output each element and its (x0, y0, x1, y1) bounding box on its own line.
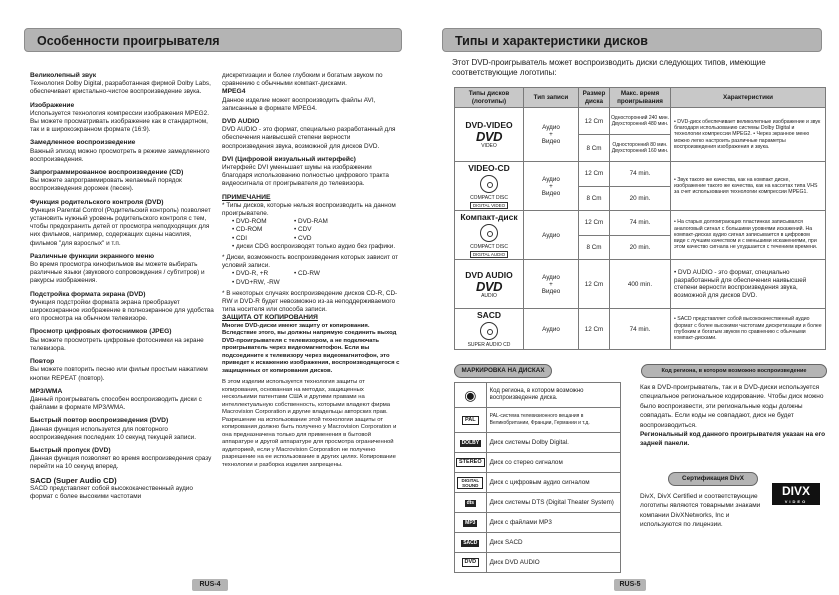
region-code-note: Региональный код данного проигрывателя указан на его задней панели. (640, 431, 826, 448)
feature-heading: DVI (Цифровой визуальный интерфейс) (222, 155, 356, 163)
feature-heading: Повтор (30, 358, 55, 366)
region-code-title: Код региона, в котором возможно воспроизведение (641, 364, 827, 378)
globe-icon: ◉ (464, 386, 477, 403)
disc-icon (480, 175, 498, 193)
table-row (455, 260, 826, 309)
feature-item (30, 72, 214, 97)
disc-name: SACD (476, 310, 502, 320)
marking-icon-cell (455, 408, 487, 433)
feature-heading: MP3/WMA (30, 387, 63, 395)
page-number-left: RUS-4 (192, 579, 228, 591)
list-item: • CD-RW (294, 270, 320, 278)
conditional-disc-list (222, 270, 400, 286)
copy-protection-warning: Многие DVD-диски имеют защиту от копирования. Вследствие этого, вы должны напрямую соединить выход DVD-проигрывателя с телевизором, а не подключать проигрыватель через видеомагнитофон. Если вы подсоедините к телевизору через видеомагнитофон, это приведет к искажению изображения, воспроизводящегося с защищенных от копирования дисков. (222, 322, 400, 374)
disc-type-cell (455, 108, 524, 162)
record-type: Аудио (542, 231, 560, 239)
note-section (222, 194, 400, 315)
features-column-2 (222, 72, 400, 469)
record-type: + (549, 182, 553, 190)
feature-heading: Замедленное воспроизведение (30, 139, 136, 147)
feature-heading: Запрограммированное воспроизведение (CD) (30, 169, 184, 177)
feature-text: Вы можете запрограммировать желаемый порядок воспроизведения дорожек (песен). (30, 177, 182, 193)
characteristics-cell: • Звук такого же качества, как на компакт диске, изображение такого же качества, как на кассетах типа VHS за счет использования технологии компрессии MPEG1. (671, 162, 826, 211)
dolby-icon: DOLBY (461, 439, 480, 446)
marking-icon-cell (455, 473, 487, 493)
dvd-logo-sub: AUDIO (481, 292, 497, 299)
feature-text: Важный эпизод можно просмотреть в режиме замедленного воспроизведения. (30, 147, 210, 163)
list-item: • CDV (294, 226, 312, 234)
markings-title: МАРКИРОВКА НА ДИСКАХ (454, 364, 552, 378)
feature-heading: DVD AUDIO (222, 118, 260, 126)
marking-description: Диск со стерео сигналом (486, 453, 620, 473)
play-time-cell: 74 min. (610, 309, 671, 350)
disc-logo (456, 130, 522, 149)
marking-row (455, 513, 621, 533)
record-type: + (549, 280, 553, 288)
divx-title: Сертификация DivX (668, 472, 758, 486)
copy-protection-section (222, 314, 400, 469)
feature-text: Данная функция используется для повторного воспроизведения последних 10 секунд текущей записи. (30, 425, 196, 441)
dvd-logo-icon: DVD (476, 278, 502, 294)
feature-text: Вы можете повторить песню или фильм простым нажатием кнопки REPEAT (повтор). (30, 366, 208, 382)
marking-row (455, 553, 621, 573)
disc-logo (456, 222, 522, 258)
play-time-cell: 74 min. (610, 162, 671, 187)
feature-heading: Подстройка формата экрана (DVD) (30, 290, 146, 298)
play-time-cell: 20 min. (610, 235, 671, 260)
feature-item (30, 169, 214, 194)
record-type-cell (524, 211, 579, 260)
record-type-cell (524, 309, 579, 350)
stereo-icon: STEREO (456, 458, 485, 467)
feature-text: Данная функция позволяет во время воспроизведения сразу перейти на 10 секунд вперед. (30, 455, 212, 471)
feature-item (30, 199, 214, 248)
table-row (455, 211, 826, 236)
play-time-cell: 74 min. (610, 211, 671, 236)
dvd-icon: DVD (462, 558, 480, 567)
copy-protection-text: В этом изделии используется технология защиты от копирования, основанная на методах, защищенных несколькими патентами США и другими правами на интеллектуальную собственность, которыми владеют фирма Macrovision Corporation и другие владельцы авторских прав. Разрешение на использование этой технологии защиты от копирования должно быть получено у Macrovision Corporation и она предназначена только для применения в бытовой аппаратуре и другой аппаратуре для просмотра ограниченной аудиторией, если у Macrovision Corporation не получено разрешение на ее использование в других целях. Копирование технологии и разборка изделия запрещены. (222, 379, 397, 468)
mp3-icon: MP3 (465, 519, 476, 526)
record-type: Аудио (542, 325, 560, 333)
disc-name: DVD AUDIO (465, 269, 513, 280)
disc-logo (456, 173, 522, 209)
disc-logo (456, 320, 522, 348)
feature-text: Функция подстройки формата экрана преобразует широкоэкранное изображение в полноэкранное для удобства его просмотра на обычном телевизоре. (30, 298, 214, 323)
disc-types-intro: Этот DVD-проигрыватель может воспроизводить диски следующих типов, имеющие соответствующие логотипы: (452, 58, 766, 77)
disc-icon (480, 322, 498, 340)
disc-logo-sub: DIGITAL AUDIO (470, 251, 508, 258)
divx-logo (772, 483, 820, 505)
list-item: • CVD (294, 234, 312, 242)
marking-row (455, 493, 621, 513)
play-time-cell: Односторонний 240 мин. Двухсторонний 480 мин. (610, 108, 671, 135)
feature-text: Во время просмотра кинофильмов вы можете выбирать различные языки (звукового сопровождения / субтитров) и ракурсы изображения. (30, 261, 205, 285)
record-type: Видео (541, 287, 561, 295)
disc-icon (480, 224, 498, 242)
feature-item (30, 417, 214, 442)
column-header: Типы дисков (логотипы) (455, 88, 524, 108)
table-header-row (455, 88, 826, 108)
list-item: • DVD-RAM (294, 218, 328, 226)
note-item: • диски CDG воспроизводят только аудио без графики. (232, 242, 396, 250)
marking-row (455, 433, 621, 453)
feature-heading: Изображение (30, 101, 75, 109)
disc-name: VIDEO-CD (468, 163, 510, 173)
marking-icon-cell (455, 383, 487, 408)
region-code-text: Как в DVD-проигрыватель, так и в DVD-диски используется специальное региональное кодирование. Чтобы диск можно было воспроизвести, эти региональные коды должны совпадать. Если коды не совпадают, диск не будет воспроизводиться. (640, 384, 824, 429)
record-type: Видео (541, 189, 561, 197)
disc-size-cell: 12 Cm (579, 309, 610, 350)
marking-description: Диск системы Dolby Digital. (486, 433, 620, 453)
record-type: Аудио (542, 273, 560, 281)
feature-text: Данный проигрыватель способен воспроизводить диски с файлами в формате MP3/WMA. (30, 395, 202, 412)
feature-text: Используется технология компрессии изображения MPEG2. Вы можете просматривать изображение как в стандартном, так и в широкоэкранном формате (16:9). (30, 109, 209, 134)
marking-row (455, 383, 621, 408)
feature-heading: MPEG4 (222, 88, 246, 96)
feature-heading: Быстрый пропуск (DVD) (30, 446, 111, 454)
dvd-logo-icon: DVD (476, 129, 502, 144)
unsupported-disc-list (222, 218, 400, 243)
list-item: • DVD-R, +R (232, 270, 269, 278)
table-row (455, 162, 826, 187)
list-item: • DVD-ROM (232, 218, 267, 226)
table-row (455, 309, 826, 350)
feature-heading: Быстрый повтор воспроизведения (DVD) (30, 417, 169, 425)
marking-description: Диск DVD AUDIO (486, 553, 620, 573)
record-type: Аудио (542, 175, 560, 183)
feature-item (30, 477, 214, 502)
note-title: ПРИМЕЧАНИЕ (222, 193, 271, 201)
feature-text: Функция Parental Control (Родительский контроль) позволяет установить нужный уровень родительского контроля с тем, чтобы предохранить детей от просмотра неподходящих для них фильмов, например, содержащих сцены насилия, фильмов "для взрослых" и т.п. (30, 206, 211, 247)
table-row (455, 108, 826, 135)
feature-heading: Функция родительского контроля (DVD) (30, 198, 164, 206)
disc-type-cell (455, 309, 524, 350)
characteristics-cell: • DVD AUDIO - это формат, специально разработанный для обеспечения наивысшей степени верности воспроизведения звука, возможной для дисков DVD. (671, 260, 826, 309)
feature-item (30, 102, 214, 135)
divx-text: DivX, DivX Certified и соответствующие логотипы являются товарными знаками компании DivXNetworks, Inc и используются по лицензии. (640, 493, 761, 529)
feature-heading: Различные функции экранного меню (30, 252, 155, 260)
record-type: Видео (541, 138, 561, 145)
disc-logo-text: SUPER AUDIO CD (467, 342, 511, 348)
feature-text: SACD представляет собой высококачественный аудио формат с более высокими частотами (30, 484, 193, 500)
marking-row (455, 473, 621, 493)
record-type: + (549, 131, 553, 138)
dts-icon: dts (466, 499, 475, 506)
feature-text: Технология Dolby Digital, разработанная фирмой Dolby Labs, обеспечивает кристально-чистое воспроизведение звука. (30, 80, 211, 96)
disc-name: Компакт-диск (460, 212, 518, 222)
feature-dvi (222, 156, 400, 189)
disc-logo-sub: DIGITAL VIDEO (470, 202, 508, 209)
play-time-cell: 400 min. (610, 260, 671, 309)
disc-size-cell: 12 Cm (579, 260, 610, 309)
characteristics-cell: • DVD-диск обеспечивает великолепные изображение и звук благодаря использованию системы Dolby Digital и технологии компрессии MPEG2. • Через экранное меню можно легко настроить различные параметры воспроизведения изображения и звука. (671, 108, 826, 162)
feature-heading: Просмотр цифровых фотоснимков (JPEG) (30, 328, 172, 336)
feature-text: DVD AUDIO - это формат, специально разработанный для обеспечения наивысшей степени верности воспроизведения звука, возможной для дисков DVD. (222, 126, 396, 150)
disc-markings-table (454, 382, 621, 573)
disc-size-cell: 8 Cm (579, 235, 610, 260)
sacd-continuation: дискретизации и более глубоким и богатым звуком по сравнению с обычными компакт-дисками. (222, 72, 383, 88)
play-time-cell: 20 min. (610, 186, 671, 211)
note-item: * Диски, возможность воспроизведения которых зависит от условий записи. (222, 254, 399, 270)
disc-logo-text: COMPACT DISC (470, 244, 508, 250)
feature-item (30, 328, 214, 353)
marking-icon-cell (455, 453, 487, 473)
feature-item (30, 388, 214, 413)
feature-dvd-audio (222, 118, 400, 151)
feature-text: Вы можете просмотреть цифровые фотоснимки на экране телевизора. (30, 336, 204, 352)
right-page-header: Типы и характеристики дисков (442, 28, 822, 52)
disc-type-cell (455, 260, 524, 309)
feature-item (30, 358, 214, 383)
pal-icon: PAL (462, 416, 479, 425)
divx-logo-sub: VIDEO (784, 499, 808, 504)
characteristics-cell: • На старых долгоиграющих пластинках записывался аналоговый сигнал с большими уровнями искажений. На компакт-дисках аудио сигнал записывается в цифровом виде с лучшим качеством и с меньшими искажениями, при этом качество сигнала не ухудшается с течением времени. (671, 211, 826, 260)
marking-icon-cell (455, 533, 487, 553)
column-header: Тип записи (524, 88, 579, 108)
disc-size-cell: 12 Cm (579, 211, 610, 236)
marking-description: Код региона, в котором возможно воспроизведение диска. (486, 383, 620, 408)
marking-description: Диск SACD (486, 533, 620, 553)
column-header: Размер диска (579, 88, 610, 108)
disc-size-cell: 8 Cm (579, 135, 610, 162)
marking-icon-cell (455, 553, 487, 573)
dvd-logo-sub: VIDEO (481, 143, 497, 149)
record-type-cell (524, 108, 579, 162)
marking-row (455, 453, 621, 473)
sacd-icon: SACD (463, 539, 478, 546)
marking-icon-cell (455, 493, 487, 513)
marking-row (455, 408, 621, 433)
feature-heading: SACD (Super Audio CD) (30, 475, 117, 485)
feature-mpeg4 (222, 88, 400, 113)
feature-item (30, 447, 214, 472)
region-code-section (640, 383, 828, 449)
feature-text: Данное изделие может воспроизводить файлы AVI, записанные в формате MPEG4. (222, 96, 376, 112)
divx-logo-text: DIVX (781, 484, 810, 498)
column-header: Макс. время проигрывания (610, 88, 671, 108)
feature-text: Интерфейс DVI уменьшает шумы на изображении благодаря использованию полностью цифрового тракта видеосигнала от проигрывателя до телевизора. (222, 164, 389, 188)
feature-item (30, 291, 214, 324)
marking-description: Диск с цифровым аудио сигналом (486, 473, 620, 493)
note-item: * В некоторых случаях воспроизведение дисков CD-R, CD-RW и DVD-R будет невозможно из-за неподдерживаемого типа носителя или способа записи. (222, 289, 398, 314)
column-header: Характеристики (671, 88, 826, 108)
marking-row (455, 533, 621, 553)
list-item: • CD-ROM (232, 226, 263, 234)
feature-item (30, 253, 214, 286)
list-item: • DVD+RW, -RW (232, 278, 280, 286)
disc-type-cell (455, 162, 524, 211)
marking-description: Диск с файлами MP3 (486, 513, 620, 533)
record-type: Аудио (542, 124, 560, 131)
copy-protection-title: ЗАЩИТА ОТ КОПИРОВАНИЯ (222, 314, 318, 322)
disc-size-cell: 12 Cm (579, 108, 610, 135)
features-column-1 (30, 72, 214, 506)
marking-icon-cell (455, 433, 487, 453)
feature-heading: Великолепный звук (30, 72, 97, 79)
digital-sound-icon: DIGITAL SOUND (457, 477, 483, 489)
disc-type-cell (455, 211, 524, 260)
disc-logo (456, 280, 522, 299)
marking-description: PAL-система телевизионного вещания в Великобритании, Франции, Германии и т.д. (486, 408, 620, 433)
characteristics-cell: • SACD представляет собой высококачественный аудио формат с более высокими частотами дискретизации и более глубоким и богатым звуком по сравнению с обычными компакт-дисками. (671, 309, 826, 350)
marking-description: Диск системы DTS (Digital Theater System) (486, 493, 620, 513)
disc-size-cell: 8 Cm (579, 186, 610, 211)
left-page-header: Особенности проигрывателя (24, 28, 402, 52)
marking-icon-cell (455, 513, 487, 533)
disc-name: DVD-VIDEO (465, 120, 513, 130)
page-number-right: RUS-5 (614, 579, 646, 591)
disc-size-cell: 12 Cm (579, 162, 610, 187)
list-item: • CDI (232, 234, 248, 242)
note-item: * Типы дисков, которые нельзя воспроизводить на данном проигрывателе. (222, 201, 396, 218)
disc-types-table (454, 87, 826, 350)
play-time-cell: Односторонний 80 мин. Двухсторонний 160 мин. (610, 135, 671, 162)
record-type-cell (524, 162, 579, 211)
disc-logo-text: COMPACT DISC (470, 195, 508, 201)
feature-item (30, 139, 214, 164)
record-type-cell (524, 260, 579, 309)
